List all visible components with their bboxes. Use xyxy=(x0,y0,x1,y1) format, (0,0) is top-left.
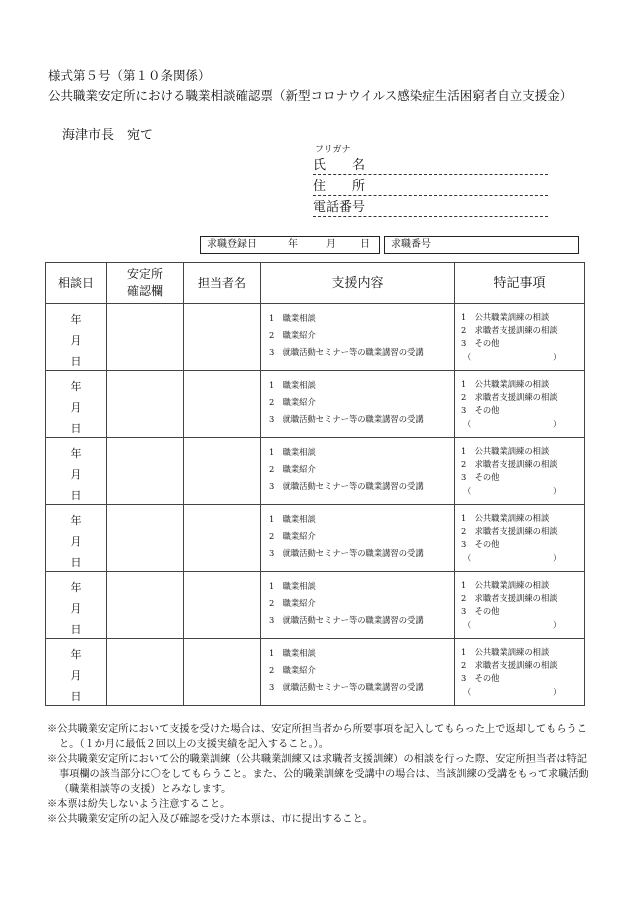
form-title: 公共職業安定所における職業相談確認票（新型コロナウイルス感染症生活困窮者自立支援金） xyxy=(48,88,573,103)
note-paren-open: （ xyxy=(463,687,472,697)
addressee: 海津市長 宛て xyxy=(62,128,154,143)
note-item[interactable]: 3 その他 xyxy=(461,539,500,549)
office-check-cell[interactable] xyxy=(107,505,184,572)
date-day-unit: 日 xyxy=(70,422,82,435)
support-item[interactable]: 2 職業紹介 xyxy=(269,397,316,407)
staff-name-cell[interactable] xyxy=(184,304,261,371)
note-paren-open: （ xyxy=(463,486,472,496)
phone-label: 電話番号 xyxy=(313,200,366,215)
support-item[interactable]: 1 職業相談 xyxy=(269,447,316,457)
registration-number-label: 求職番号 xyxy=(391,239,431,250)
date-year-unit: 年 xyxy=(70,514,82,527)
support-item[interactable]: 1 職業相談 xyxy=(269,313,316,323)
office-check-cell[interactable] xyxy=(107,639,184,706)
registration-date-box[interactable] xyxy=(200,236,380,254)
staff-name-cell[interactable] xyxy=(184,438,261,505)
date-day-unit: 日 xyxy=(70,556,82,569)
support-item[interactable]: 1 職業相談 xyxy=(269,581,316,591)
note-item[interactable]: 3 その他 xyxy=(461,606,500,616)
registration-number-box[interactable] xyxy=(384,236,579,254)
registration-day-unit: 日 xyxy=(360,239,370,250)
header-office-check-text: 安定所 確認欄 xyxy=(126,267,163,298)
name-label: 氏 名 xyxy=(313,158,366,173)
note-item[interactable]: 2 求職者支援訓練の相談 xyxy=(461,526,558,536)
footnotes xyxy=(47,722,592,827)
office-check-cell[interactable] xyxy=(107,438,184,505)
consult-date-cell[interactable] xyxy=(46,505,107,572)
date-year-unit: 年 xyxy=(70,313,82,326)
note-item[interactable]: 3 その他 xyxy=(461,405,500,415)
support-content-cell[interactable] xyxy=(261,371,455,438)
name-field[interactable] xyxy=(313,158,548,175)
header-staff-name: 担当者名 xyxy=(184,263,261,304)
registration-month-unit: 月 xyxy=(326,239,336,250)
special-notes-cell[interactable] xyxy=(455,371,585,438)
footnote: ※本票は紛失しないよう注意すること。 xyxy=(47,799,231,810)
note-item[interactable]: 3 その他 xyxy=(461,472,500,482)
footnote: ※公共職業安定所において支援を受けた場合は、安定所担当者から所要事項を記入してもらった上で返却してもらうこと。（１か月に最低２回以上の支援実績を記入すること。）。 xyxy=(47,724,587,750)
consult-date-cell[interactable] xyxy=(46,371,107,438)
note-paren-close: ） xyxy=(553,419,562,429)
office-check-cell[interactable] xyxy=(107,371,184,438)
consult-date-cell[interactable] xyxy=(46,572,107,639)
note-paren-close: ） xyxy=(553,352,562,362)
support-item[interactable]: 1 職業相談 xyxy=(269,514,316,524)
date-day-unit: 日 xyxy=(70,623,82,636)
note-item[interactable]: 2 求職者支援訓練の相談 xyxy=(461,593,558,603)
note-paren-close: ） xyxy=(553,553,562,563)
table-row xyxy=(46,304,585,371)
note-item[interactable]: 1 公共職業訓練の相談 xyxy=(461,580,550,590)
date-month-unit: 月 xyxy=(70,602,82,615)
note-paren-open: （ xyxy=(463,620,472,630)
date-month-unit: 月 xyxy=(70,468,82,481)
note-item[interactable]: 3 その他 xyxy=(461,338,500,348)
support-item[interactable]: 2 職業紹介 xyxy=(269,598,316,608)
consult-date-cell[interactable] xyxy=(46,304,107,371)
header-office-check xyxy=(107,263,184,304)
date-year-unit: 年 xyxy=(70,380,82,393)
note-item[interactable]: 3 その他 xyxy=(461,673,500,683)
note-paren-close: ） xyxy=(553,687,562,697)
note-paren-close: ） xyxy=(553,620,562,630)
special-notes-cell[interactable] xyxy=(455,438,585,505)
staff-name-cell[interactable] xyxy=(184,371,261,438)
table-row xyxy=(46,572,585,639)
note-item[interactable]: 1 公共職業訓練の相談 xyxy=(461,647,550,657)
consultation-table xyxy=(45,262,585,706)
support-item[interactable]: 2 職業紹介 xyxy=(269,531,316,541)
support-item[interactable]: 2 職業紹介 xyxy=(269,330,316,340)
note-item[interactable]: 1 公共職業訓練の相談 xyxy=(461,446,550,456)
table-row xyxy=(46,371,585,438)
furigana-label: フリガナ xyxy=(315,145,351,155)
note-paren-close: ） xyxy=(553,486,562,496)
date-year-unit: 年 xyxy=(70,581,82,594)
special-notes-cell[interactable] xyxy=(455,572,585,639)
address-field[interactable] xyxy=(313,179,548,196)
support-content-cell[interactable] xyxy=(261,304,455,371)
note-item[interactable]: 2 求職者支援訓練の相談 xyxy=(461,392,558,402)
support-item[interactable]: 3 就職活動セミナー等の職業講習の受講 xyxy=(269,682,424,692)
phone-field[interactable] xyxy=(313,200,548,217)
footnote: ※公共職業安定所の記入及び確認を受けた本票は、市に提出すること。 xyxy=(47,814,373,825)
header-support-content: 支援内容 xyxy=(261,263,455,304)
table-row xyxy=(46,438,585,505)
office-check-cell[interactable] xyxy=(107,304,184,371)
form-number: 様式第５号（第１０条関係） xyxy=(48,68,211,83)
note-item[interactable]: 2 求職者支援訓練の相談 xyxy=(461,325,558,335)
special-notes-cell[interactable] xyxy=(455,505,585,572)
staff-name-cell[interactable] xyxy=(184,572,261,639)
support-item[interactable]: 3 就職活動セミナー等の職業講習の受講 xyxy=(269,481,424,491)
note-paren-open: （ xyxy=(463,419,472,429)
support-content-cell[interactable] xyxy=(261,572,455,639)
note-item[interactable]: 1 公共職業訓練の相談 xyxy=(461,379,550,389)
date-month-unit: 月 xyxy=(70,401,82,414)
header-special-notes: 特記事項 xyxy=(455,263,585,304)
table-header-row xyxy=(46,263,585,304)
staff-name-cell[interactable] xyxy=(184,505,261,572)
support-content-cell[interactable] xyxy=(261,505,455,572)
note-paren-open: （ xyxy=(463,553,472,563)
consult-date-cell[interactable] xyxy=(46,438,107,505)
support-item[interactable]: 1 職業相談 xyxy=(269,380,316,390)
note-item[interactable]: 2 求職者支援訓練の相談 xyxy=(461,660,558,670)
note-paren-open: （ xyxy=(463,352,472,362)
date-day-unit: 日 xyxy=(70,489,82,502)
support-item[interactable]: 1 職業相談 xyxy=(269,648,316,658)
header-consult-date: 相談日 xyxy=(46,263,107,304)
consult-date-cell[interactable] xyxy=(46,639,107,706)
registration-year-unit: 年 xyxy=(288,239,298,250)
date-month-unit: 月 xyxy=(70,535,82,548)
note-item[interactable]: 2 求職者支援訓練の相談 xyxy=(461,459,558,469)
footnote: ※公共職業安定所において公的職業訓練（公共職業訓練又は求職者支援訓練）の相談を行った際、安定所担当者は特記事項欄の該当部分に〇をしてもらうこと。また、公的職業訓練を受講中の場合は、当該訓練の受講をもって求職活動（職業相談等の支援）とみなします。 xyxy=(47,754,589,795)
support-content-cell[interactable] xyxy=(261,639,455,706)
table-row xyxy=(46,639,585,706)
office-check-cell[interactable] xyxy=(107,572,184,639)
note-item[interactable]: 1 公共職業訓練の相談 xyxy=(461,513,550,523)
date-year-unit: 年 xyxy=(70,447,82,460)
special-notes-cell[interactable] xyxy=(455,639,585,706)
date-day-unit: 日 xyxy=(70,355,82,368)
date-month-unit: 月 xyxy=(70,334,82,347)
support-item[interactable]: 3 就職活動セミナー等の職業講習の受講 xyxy=(269,414,424,424)
address-label: 住 所 xyxy=(313,179,366,194)
staff-name-cell[interactable] xyxy=(184,639,261,706)
special-notes-cell[interactable] xyxy=(455,304,585,371)
support-item[interactable]: 2 職業紹介 xyxy=(269,464,316,474)
date-year-unit: 年 xyxy=(70,648,82,661)
support-item[interactable]: 3 就職活動セミナー等の職業講習の受講 xyxy=(269,347,424,357)
support-item[interactable]: 3 就職活動セミナー等の職業講習の受講 xyxy=(269,615,424,625)
date-day-unit: 日 xyxy=(70,690,82,703)
note-item[interactable]: 1 公共職業訓練の相談 xyxy=(461,312,550,322)
date-month-unit: 月 xyxy=(70,669,82,682)
support-content-cell[interactable] xyxy=(261,438,455,505)
table-row xyxy=(46,505,585,572)
support-item[interactable]: 3 就職活動セミナー等の職業講習の受講 xyxy=(269,548,424,558)
support-item[interactable]: 2 職業紹介 xyxy=(269,665,316,675)
registration-date-label: 求職登録日 xyxy=(207,239,257,250)
